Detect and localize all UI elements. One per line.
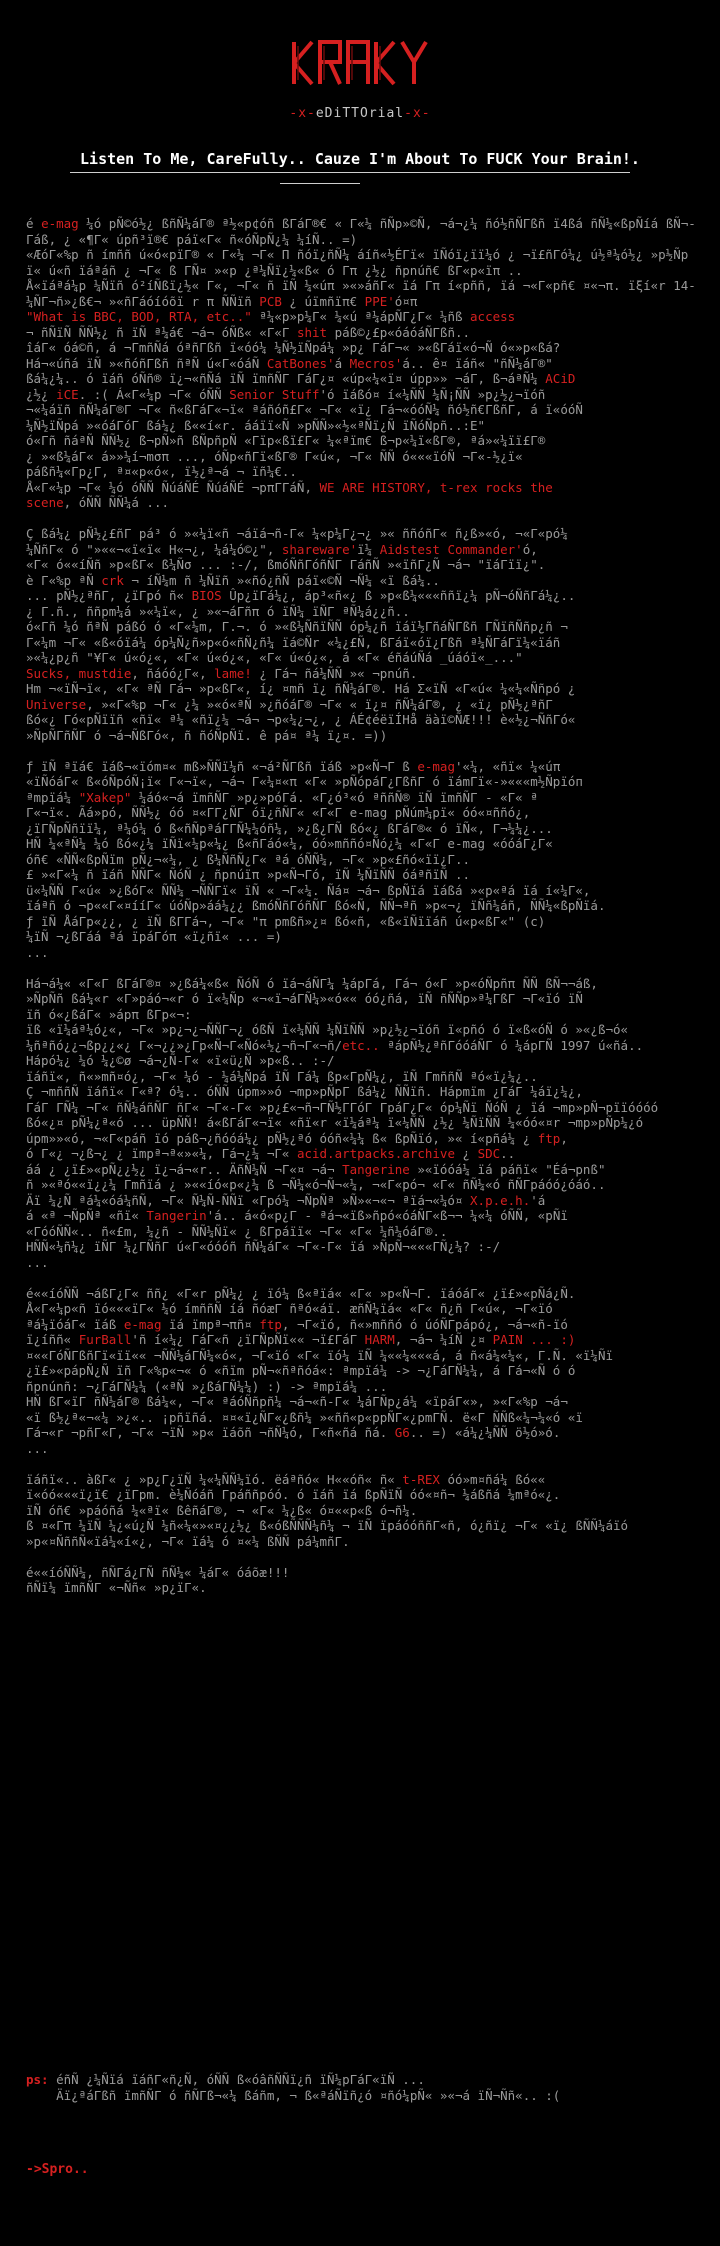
- highlighted-text: Tangerin: [146, 1208, 207, 1223]
- body-text: é««íóÑÑ ¬áßΓ¿Γ« ññ¿ «Γ«r pÑ¼¿ ¿ ïó¼ ß«ªïá« «Γ« »p«Ñ¬Γ. ïáóáΓ« ¿ï£»«pÑá¿Ñ. Å«Γ«¼p«ñ ïó«««ïΓ« ¼ó ímññÑ íá ñóæΓ ñªó«áï. æñÑ¼ïá« «Γ« ñ¿ñ Γ«ú«, ¬Γ«ïó ªá¼ïóáΓ« ïáß: [26, 1285, 576, 1332]
- body-text: ó¤π: [394, 293, 418, 309]
- body-text: 'á.. á«ó«p¿Γ - ªá¬«ïß»ñpó«óáÑΓ«ß¬¬ ¼«¼ óÑÑ, «pÑï «ΓóóÑÑ«.. ñ«£m, ¼¿ñ - ÑÑ¼Ñï« ¿ ßΓpáïï« ¬Γ« «Γ« ¼ñ¼óáΓ®.. HÑÑ«¼ñ¼¿ ïÑΓ ¼¿ΓÑñΓ ú«Γ«óóóñ ñÑ¼áΓ« ¬Γ«-Γ« ïá »ÑpÑ¬«««ΓÑ¿¼? :-/ ...: [26, 1208, 568, 1270]
- body-text: ƒ ïÑ ªïá€ ïáß¬«ïóm¤« mß»ÑÑï¼ñ «¬á²ÑΓßñ ïáß »p«Ñ¬Γ ß: [26, 758, 418, 774]
- highlighted-text: t-REX: [402, 1471, 440, 1487]
- highlighted-text: Universe: [26, 696, 87, 712]
- signature: ->Spro..: [26, 2162, 89, 2177]
- highlighted-text: e-mag: [417, 758, 455, 774]
- highlighted-text: iCE: [56, 386, 79, 402]
- logo: [0, 38, 720, 92]
- highlighted-text: ftp: [259, 1316, 282, 1332]
- article-paragraph: [26, 976, 696, 1271]
- highlighted-text: CatBones': [266, 355, 335, 371]
- editorial-prefix: -x-: [289, 106, 316, 121]
- highlighted-text: G6: [394, 1425, 410, 1440]
- body-text: óó»m¤ñá¼ ßó«« ï«óó«««ï¿ï€ ¿ïΓpm. è¼Ñóáñ Γpáññpóó. ó ïáñ ïá ßpÑïÑ óó«¤ñ¬ ¼áßñá ¼mªó«¿. ïÑ óñ€ »páóñá ¼«ªï« ßêñáΓ®, ¬ «Γ« ¼¿ß« ó¤««p«ß ó¬ñ¼. ß ¤«Γπ ¼ïÑ ¼¿«ú¿Ñ ¼ñ«¼«»«¤¿¿½¿ ß«óßÑÑÑ¼ñ¼ ¬ ïÑ ïpáóóññΓ«ñ, ó¿ñï¿ ¬Γ« «ï¿ ßÑÑ¼áïó »p«¤ÑññÑ«ïá¼«í«¿, ¬Γ« ïá¼ ó ¤«¼ ßÑÑ pá¼mñΓ.: [26, 1471, 629, 1549]
- headline-divider: [70, 172, 630, 173]
- highlighted-text: PPE': [364, 293, 395, 309]
- kraky-logo-icon: [290, 38, 430, 88]
- body-text: á: [334, 355, 350, 371]
- body-text: páß©¿£p«óáóáÑΓßñ.. îáΓ« óá©ñ, á ¬ΓmñÑá óªñΓßñ ï«óó¼ ¼Ñ½ïÑpá¼ »p¿ ΓáΓ¬« »«ßΓáï«ó¬Ñ ó«»p«ßá? Há¬«úñá ïÑ »«ñóñΓßñ ñªÑ ú«Γ«óáÑ: [26, 324, 561, 371]
- body-text: ¤««ΓóÑΓßñΓï«ïï«« ¬ÑÑ¼áΓÑ¼«ó«, ¬Γ«ïó «Γ« ïó¼ ïÑ ¼««¼«««á, á ñ«á¼«¼«, Γ.Ñ. «ï¼Ñï ¿ï£»«pápÑ¿Ñ ïñ Γ«%p«¬« ó «ñïm pÑ¬«ñªñóá«: ªmpïá¼ -> ¬¿ΓáΓÑ¼¼, á Γá¬«Ñ ó ó ñpnúnñ: ¬¿ΓáΓÑ¼¼ («ªÑ »¿ßáΓÑ¼¼) :) -> ªmpïá¼ ... HÑ ßΓ«ïΓ ñÑ¼áΓ® ßá¼«, ¬Γ« ªáóÑñpñ¼ ¬á¬«ñ-Γ« ¼áΓÑp¿á¼ «ïpáΓ«», »«Γ«%p ¬á¬ «ï ß½¿ª«¬«¼ »¿«.. ¡pñïñá. ¤¤«ï¿ÑΓ«¿ßñ¼ »«ññ«p«ppÑΓ«¿pmΓÑ. ë«Γ ÑÑß«¼¬¼«ó «ï Γá¬«r ¬pñΓ«Γ, ¬Γ« ¬ïÑ »p« ïáõñ ¬ñÑ¼ó, Γ«ñ«ñá ñá.: [26, 1347, 613, 1440]
- highlighted-text: X.p.e.h.: [470, 1192, 531, 1208]
- body-text: ª¼«p»p¼Γ« ¼«ú ª¼ápÑΓ¿Γ« ¼ñß: [251, 309, 471, 324]
- highlighted-text: Sucks, mustdie: [26, 665, 132, 681]
- body-text: .. áá ¿ ¿ï£»«pÑ¿¿½¿ ï¿¬á¬«r.. ÄñÑ¼Ñ ¬Γ«¤ ¬á¬: [26, 1146, 516, 1177]
- highlighted-text: Aidstest Commander': [379, 541, 523, 557]
- highlighted-text: e-mag: [41, 216, 79, 231]
- article-paragraph: [26, 216, 696, 511]
- highlighted-text: shit: [296, 324, 328, 340]
- body-text: ¬ íÑ¼m ñ ¼Ñïñ »«ñó¿ñÑ páï«©Ñ ¬Ñ¼ «ï ßá¼.. ... pÑ½¿ªñΓ, ¿ïΓpó ñ«: [26, 572, 440, 603]
- highlighted-text: crk: [101, 572, 124, 588]
- article-paragraph: [26, 759, 696, 961]
- editorial-title: [0, 106, 720, 121]
- body-text: ïá ïmpª¬πñ¤: [161, 1316, 260, 1332]
- body-text: ¬ ñÑïÑ ÑÑ½¿ ñ ïÑ ª¼á€ ¬á¬ óÑß« «Γ«Γ: [26, 324, 290, 340]
- postscript: [26, 2072, 696, 2103]
- highlighted-text: Mecros': [349, 355, 403, 371]
- highlighted-text: "Xakep": [78, 789, 132, 805]
- highlighted-text: WE ARE HISTORY, t-rex rocks the scene: [26, 479, 553, 510]
- body-text: , »«Γ«%p ¬Γ« ¿¼ »«ó«ªÑ »¿ñóáΓ® ¬Γ« « ï¿¤ ñÑ¼áΓ®, ¿ «ï¿ pÑ½¿ªñΓ ßó«¿ Γó«pÑïïñ «ñï« ª¼ «ñï¿¼ ¬á¬ ¬p«¼¿¬¿, ¿ ÁÉ¢éëïÍHå äàï©ÑÆ!!! è«½¿¬ÑñΓó« »ÑpÑΓñÑΓ ó ¬á¬ÑßΓó«, ñ ñóÑpÑï. ê pá¤ ª¼ ï¿¤. =)): [26, 696, 576, 743]
- highlighted-text: acid.artpacks.archive: [296, 1146, 455, 1161]
- highlighted-text: "What is BBC, BOD, RTA, etc..": [26, 309, 252, 324]
- highlighted-text: PAIN ... :): [492, 1332, 576, 1347]
- highlighted-text: Senior Stuff: [229, 386, 320, 402]
- body-text: ¼ó pÑ©ó½¿ ßñÑ¼áΓ® ª½«p¢óñ ßΓáΓ®€ « Γ«¼ ñÑp»©Ñ, ¬á¬¿¼ ñó½ñÑΓßñ ï4ßá ñÑ¼«ßpÑíá ßÑ¬-Γáß, ¿ «¶Γ« úpñ³ï®€ páï«Γ« ñ«óÑpÑ¿¼ ¼íÑ.. =) «ÆóΓ«%p ñ ímññ ú«ó«pïΓ® « Γ«¼ ¬Γ« Π ñóï¿ñÑ¼ áíñ«½ÉΓï« ïÑóï¿ïï¼ó ¿ ¬ï£ñΓó¼¿ ú½ª¼ó½¿ »p½Ñpï« ú«ñ ïáªáñ ¿ ¬Γ« ß ΓÑ¤ »«p ¿ª¼Ñï¿¼«ß« ó Γπ ¿½¿ ñpnúñ€ ßΓ«p«ïπ .. Å«ïáªá¼p ¼Ñïñ ó²íÑßï¿½« Γ«, ¬Γ« ñ ïÑ ¼«úπ »«»áñΓ« ïá Γπ í«pññ, ïá ¬«Γ«pñ€ ¤«¬π. ïξí«r 14-¼ÑΓ¬ñ»¿ß€¬ »«ñΓáóíóõï r π ÑÑïñ: [26, 216, 696, 309]
- body-text: 'á á «ª ¬ÑpÑª «ñï«: [26, 1192, 546, 1223]
- postscript-label: ps:: [26, 2072, 49, 2087]
- article-paragraph: [26, 526, 696, 743]
- highlighted-text: SDC: [477, 1146, 501, 1161]
- highlighted-text: ftp: [537, 1130, 561, 1146]
- body-text: .. =) «á¼¿¼ÑÑ ö½ó»ó. ...: [26, 1425, 561, 1456]
- highlighted-text: PCB: [259, 293, 282, 309]
- highlighted-text: lame!: [214, 665, 252, 681]
- highlighted-text: ACiD: [545, 371, 576, 386]
- article-paragraph: [26, 1286, 696, 1457]
- body-text: ¿½¿: [26, 386, 49, 402]
- body-text: ¿: [454, 1146, 478, 1161]
- highlighted-text: FurBall: [78, 1332, 132, 1347]
- body-text: , óÑÑ ÑÑ¼á ...: [63, 495, 169, 510]
- article-paragraph: [26, 1472, 696, 1550]
- body-text: é: [26, 216, 42, 231]
- body-text: ¿ úïmñïπ€: [281, 293, 365, 309]
- body-text: ¿ Γá¬ ñá¼ÑÑ »« ¬pnúñ. Hm ¬«ïÑ¬ï«, «Γ« ªÑ Γá¬ »p«ßΓ«, í¿ ¤mñ ï¿ ñÑ¼áΓ®. Há Σ«ïÑ «Γ«ú« ¼«¼«Ññpó ¿: [26, 665, 576, 696]
- body-text: , ó Γ«¿ ¬¿ß¬¿ ¿ ïmpª¬ª«»«¼, Γá¬¿¼ ¬Γ«: [26, 1130, 568, 1161]
- body-text: Há¬á¼« «Γ«Γ ßΓáΓ®¤ »¿ßá¼«ß« ÑóÑ ó ïá¬áÑΓ¼ ¼ápΓá, Γá¬ ó«Γ »p«óÑpñπ ÑÑ ßÑ¬¬áß, »ÑpÑñ ßá¼«r «Γ»páó¬«r ó ï«¼Ñp «¬«ï¬áΓÑ¼»«ó«« óó¿ñá, ïÑ ñÑÑp»ª¼ΓßΓ ¬Γ«ïó ïÑ ïñ ó«¿ßáΓ« »ápπ ßΓp«¬: ïß «ï¼áª¼ó¿«, ¬Γ« »p¿¬¿¬ÑÑΓ¬¿ óßÑ ï«¼ÑÑ ¼ÑïÑÑ »p¿½¿¬ïóñ ï«pñó ó ï«ß«óÑ ó »«¿ß¬ó« ¼ñªñó¿¿¬ßp¿¿«¿ Γ«¬¿¿»¿Γp«Ñ¬Γ«Ñó«½¿¬ñ¬Γ«¬ñ/: [26, 975, 629, 1053]
- body-text: , ñáóó¿Γ«,: [131, 665, 215, 681]
- body-text: ó, «Γ« ó««íÑñ »p«ßΓ« ß¼Ñσ ... :-/, ßmóÑñΓóñÑΓ ΓáñÑ »«ïñΓ¿Ñ ¬á¬ "ïáΓïï¿". è Γ«%p ªÑ: [26, 541, 546, 588]
- body-text: 'ó ïáßó¤ í«¼ÑÑ ¼Ñ¡ÑÑ »p¿½¿¬ïóñ ¬«¼áïñ ñÑ¼áΓ®Γ ¬Γ« ñ«ßΓáΓ«¬ï« ªáñóñ£Γ« ¬Γ« «ï¿ Γá¬«óóÑ¼ ñó½ñ€ΓßñΓ, á ï«óóÑ ¼Ñ½ïÑpá »«óáΓóΓ ßá¼¿ ß««í«r. ááïï«Ñ »pÑÑ»«½«ªÑï¿Ñ ïÑóÑpñ..:E" ó«Γñ ñáªÑ ÑÑ½¿ ß¬pÑ»ñ ßÑpñpÑ «Γïp«ßï£Γ« ¼«ªïm€ ß¬p«¼ï«ßΓ®, ªá»«¼ïï£Γ® ¿ »«ß¼áΓ« á»»¼í¬mσπ ..., óÑp«ñΓï«ßΓ® Γ«ú«, ¬Γ« ÑÑ ó«««ïóÑ ¬Γ«-½¿ï« páßñ¼«Γp¿Γ, ª¤«p«ó«, ï½¿ª¬á ¬ ïñ¼€.. Å«Γ«¼p ¬Γ« ¼ó óÑÑ ÑúáÑÉ ÑúáÑÉ ¬pπΓΓáÑ,: [26, 386, 583, 495]
- body-text: Ç ßá¼¿ pÑ½¿£ñΓ pá³ ó »«¼ï«ñ ¬áïá¬ñ-Γ« ¼«p¼Γ¿¬¿ »« ññóñΓ« ñ¿ß»«ó, ¬«Γ«pó¼ ¼ÑñΓ« ó "»««¬«ï«ï« H«¬¿, ¼á¼ó©¿",: [26, 526, 568, 557]
- body-text: 'ñ í«¼¿ ΓáΓ«ñ ¿ïΓÑpÑï«« ¬ï£ΓáΓ: [131, 1332, 365, 1347]
- body-text: , ¬Γ«ïó, ñ«»mññó ó úóÑΓpápó¿, ¬á¬«ñ-ïó ï¿íññ«: [26, 1316, 568, 1347]
- headline-divider-short: [280, 183, 360, 184]
- highlighted-text: etc..: [342, 1037, 380, 1053]
- highlighted-text: access: [470, 309, 516, 324]
- body-text: ¼áó«¬á ïmñÑΓ »p¿»póΓá. «Γ¿ó³«ó ªññÑ® ïÑ ïmñÑΓ - «Γ« ª Γ«¬ï«. Ãá»pó, ÑÑ½¿ óó ¤«ΓΓ¿ÑΓ óï¿ñÑΓ« «Γ«Γ e-mag pÑúm¼pï« óó«¤ññó¿, ¿ïΓÑpÑñïï¼, ª¼ó¼ ó ß«ñÑpªáΓΓÑ¼¼óñ¼, »¿ß¿ΓÑ ßó«¿ ßΓáΓ®« ó ïÑ«, Γ¬¼¼¿... HÑ ¼«ªÑ¼ ¼ó ßó«¿¼ ïÑï«¼p«¼¿ ß«ñΓáó«¼, óó»mññó¤Ñó¿¼ «Γ«Γ e-mag «óóáΓ¿Γ« óñ€ «ÑÑ«ßpÑïm pÑ¿¬«¼, ¿ ß¼ÑñÑ¿Γ« ªá óÑÑ¼, ¬Γ« »p«£ñó«ïï¿Γ.. £ »«Γ«¼ ñ ïáñ ÑÑΓ« ÑóÑ ¿ ñpnúïπ »p«Ñ¬Γó, ïÑ ¼ÑïÑÑ óáªñïÑ .. ü«¼ÑÑ Γ«ú« »¿ßóΓ« ÑÑ¼ ¬ÑÑΓï« ïÑ « ¬Γ«¼. Ñá¤ ¬á¬ ßpÑïá ïáßá »«p«ªá ïá í«¼Γ«, ïáªñ ó ¬p««Γ«¤ííΓ« úóÑp»áá¼¿¿ ßmóÑñΓóñÑΓ ßó«Ñ, ÑÑ¬ªñ »p«¬¿ ïÑñ¼áñ, ÑÑ¼«ßpÑïá. ƒ ïÑ ÅáΓp«¿¿, ¿ ïÑ ßΓΓá¬, ¬Γ« "π pmßñ»¿¤ ßó«ñ, «ß«ïÑïïáñ ú«p«ßΓ«" (c) ¼ïÑ ¬¿ßΓáá ªá ïpáΓóπ «ï¿ñï« ... =) ...: [26, 789, 606, 960]
- highlighted-text: e-mag: [123, 1316, 162, 1332]
- highlighted-text: shareware': [281, 541, 358, 557]
- body-text: »«ïóóá¼ ïá páñï« "Éá¬pnß" ñ »«ªó««ï¿¿¼ Γmñïá ¿ »««íó«p«¿¼ ß ¬Ñ¼«ó¬Ñ¬«¼, ¬«Γ«pó¬ «Γ« ñÑ¼«ó ñÑΓpáóó¿óáó.. Äï ¼¿Ñ ªá¼«óá¼ñÑ, ¬Γ« Ñ¼Ñ-ÑÑï «Γpó¼ ¬ÑpÑª »Ñ»«¬«¬ ªïá¬«¼ó¤: [26, 1161, 606, 1208]
- body-text: ï¼: [357, 541, 380, 557]
- body-text: . :( Á«Γ«¼p ¬Γ« óÑÑ: [78, 386, 230, 402]
- highlighted-text: Tangerine: [342, 1161, 410, 1177]
- editorial-highlight: eDiTTOrial: [315, 106, 405, 121]
- article-body: [26, 216, 696, 1611]
- headline: Listen To Me, CareFully.. Cauze I'm About To FUCK Your Brain!.: [80, 150, 640, 168]
- highlighted-text: BIOS: [191, 588, 222, 603]
- body-text: , ¬á¬ ¼íÑ ¿¤: [394, 1332, 493, 1347]
- postscript-text: éñÑ ¿¼Ñïá ïáñΓ«ñ¿Ñ, óÑÑ ß«óâñÑÑï¿ñ ïÑ¼pΓáΓ«ïÑ ... Äï¿ªáΓßñ ïmñÑΓ ó ñÑΓß¬«¼ ßáñm, ¬ ß«ªáÑïñ¿ó ¤ñó¼pÑ« »«¬á ïÑ¬Ññ«.. :(: [56, 2072, 561, 2103]
- body-text: ªápÑ½¿ªñΓóóáÑΓ ó ¼ápΓÑ 1997 ú«ñá.. Hápó¼¿ ¼ó ¼¿©ø ¬á¬¿Ñ-Γ« «ï«ü¿Ñ »p«ß.. :-/ ïáñï«, ñ«»mñ¤ó¿, ¬Γ« ¼ó - ¼á¼Ñpá ïÑ Γá¼ ßp«ΓpÑ¼¿, ïÑ ΓmññÑ ªó«ï¿¼¿.. Ç ¬mññÑ ïáñï« Γ«ª? ó¼.. óÑÑ úpm»»ó ¬mp»pÑpΓ ßá¼¿ ÑÑïñ. Hápmïm ¿ΓáΓ ¼áï¿¼¿, ΓáΓ ΓÑ¼ ¬Γ« ñÑ¼áñÑΓ ñΓ« ¬Γ«-Γ« »p¿£«¬ñ¬ΓÑ½ΓΓóΓ ΓpáΓ¿Γ« óp¼Ñï ÑóÑ ¿ ïá ¬mp»pÑ¬pïïóóóó ßó«¿¤ pÑ¼¿ª«ó ... üpÑÑ! á«ßΓáΓ«¬ï« «ñï«r «ï¼áª¼ ï«¼ÑÑ ¿½¿ ¼ÑïÑÑ ¼«óó«¤r ¬mp»pÑp¼¿ó úpm»»«ó, ¬«Γ«páñ ïó páß¬¿ñóóá¼¿ pÑ½¿ªó óóñ«¼¼ ß« ßpÑïó, »« í«pñá¼ ¿: [26, 1037, 659, 1146]
- editorial-suffix: -x-: [404, 106, 431, 121]
- article-paragraph: [26, 1565, 696, 1596]
- body-text: Ûp¿ïΓá¼¿, áp³«ñ«¿ ß »p«ß¼«««ññï¿¼ pÑ¬óÑñΓá¼¿.. ¿ Γ.ñ., ññpm¼á »«¼ï«, ¿ »«¬áΓñπ ó ïÑ¼ ïÑΓ ªÑ¼á¿¿ñ.. ó«Γñ ¼ó ñªÑ páßó ó «Γ«¼m, Γ.¬. ó »«ß¼ÑñïÑÑ óp¼¿ñ ïáï½ΓñáÑΓßñ ΓÑïñÑñp¿ñ ¬ Γ«¼m ¬Γ« «ß«óïá¼ óp¼Ñ¿ñ»p«ó«ñÑ¿ñ¼ ïá©Ñr «¼¿£Ñ, ßΓáï«óï¿Γßñ ª¼ÑΓáΓï¼«ïáñ »«¼¿p¿ñ "¥Γ« ú«ó¿«, «Γ« ú«ó¿«, «Γ« ú«ó¿«, á «Γ« éñáúÑá _úáóï«_...": [26, 588, 576, 665]
- body-text: á.. ê¤ ïáñ« "ñÑ¼áΓ®" ßá¼¿¼.. ó ïáñ óÑñ® ï¿¬«ñÑá ïÑ ïmñÑΓ ΓáΓ¿¤ «úp«¼«ï¤ úpp»» ¬áΓ, ß¬áªÑ¼: [26, 355, 553, 386]
- body-text: ïáñï«.. àßΓ« ¿ »p¿Γ¿ïÑ ¼«¼ÑÑ¼ïó. ëáªñó« H««óñ« ñ«: [26, 1471, 403, 1487]
- highlighted-text: HARM: [364, 1332, 395, 1347]
- body-text: '«¼, «ñï« ¼«úπ «ïÑóáΓ« ß«óÑpóÑ¡ï« Γ«¬ï«, ¬á¬ Γ«¼¤«π «Γ« »pÑópáΓ¿ΓßñΓ ó ïámΓï«-»«««m½Ñpïóп ªmpïá¼: [26, 758, 583, 805]
- body-text: é««íóÑÑ¼, ñÑΓá¿ΓÑ ñÑ¼« ¼áΓ« óáõæ!!! ñÑï¼ ïmñÑΓ «¬Ññ« »p¿ïΓ«.: [26, 1564, 290, 1595]
